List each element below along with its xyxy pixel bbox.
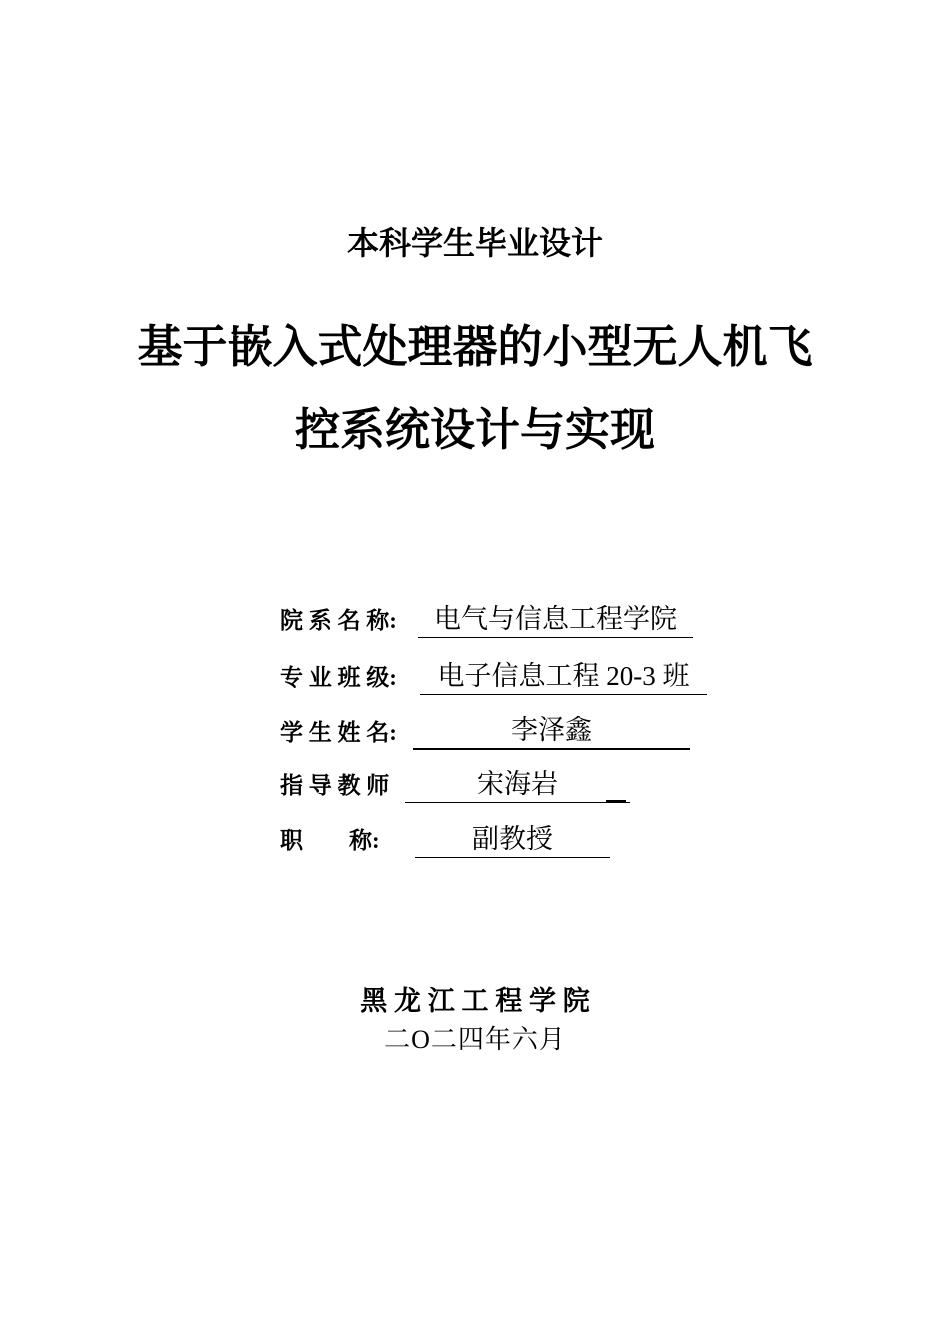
form-row-title-rank (0, 818, 950, 858)
form-row-student-name (0, 710, 950, 750)
major-class-label: 专 业 班 级: (280, 665, 397, 690)
document-type-heading: 本科学生毕业设计 (346, 225, 603, 261)
advisor-label: 指 导 教 师 (280, 773, 390, 798)
thesis-title-line1: 基于嵌入式处理器的小型无人机飞 (137, 322, 813, 372)
form-row-department (0, 598, 950, 638)
advisor-value-underline: 宋海岩 (405, 769, 630, 803)
advisor-underline-end-dash (606, 800, 626, 803)
title-rank-label: 职 称: (280, 828, 380, 853)
department-label: 院 系 名 称: (280, 608, 397, 633)
department-value-underline: 电气与信息工程学院 (418, 604, 693, 638)
institution-name: 黑 龙 江 工 程 学 院 (360, 986, 590, 1016)
student-name-value-underline: 李泽鑫 (413, 715, 690, 750)
thesis-title-line2: 控系统设计与实现 (294, 405, 655, 455)
form-row-major-class (0, 655, 950, 695)
date-line: 二O二四年六月 (384, 1025, 566, 1054)
title-rank-value-underline: 副教授 (415, 824, 610, 858)
student-name-label: 学 生 姓 名: (280, 720, 397, 745)
form-row-advisor (0, 763, 950, 803)
major-class-value-underline: 电子信息工程 20-3 班 (420, 661, 707, 695)
